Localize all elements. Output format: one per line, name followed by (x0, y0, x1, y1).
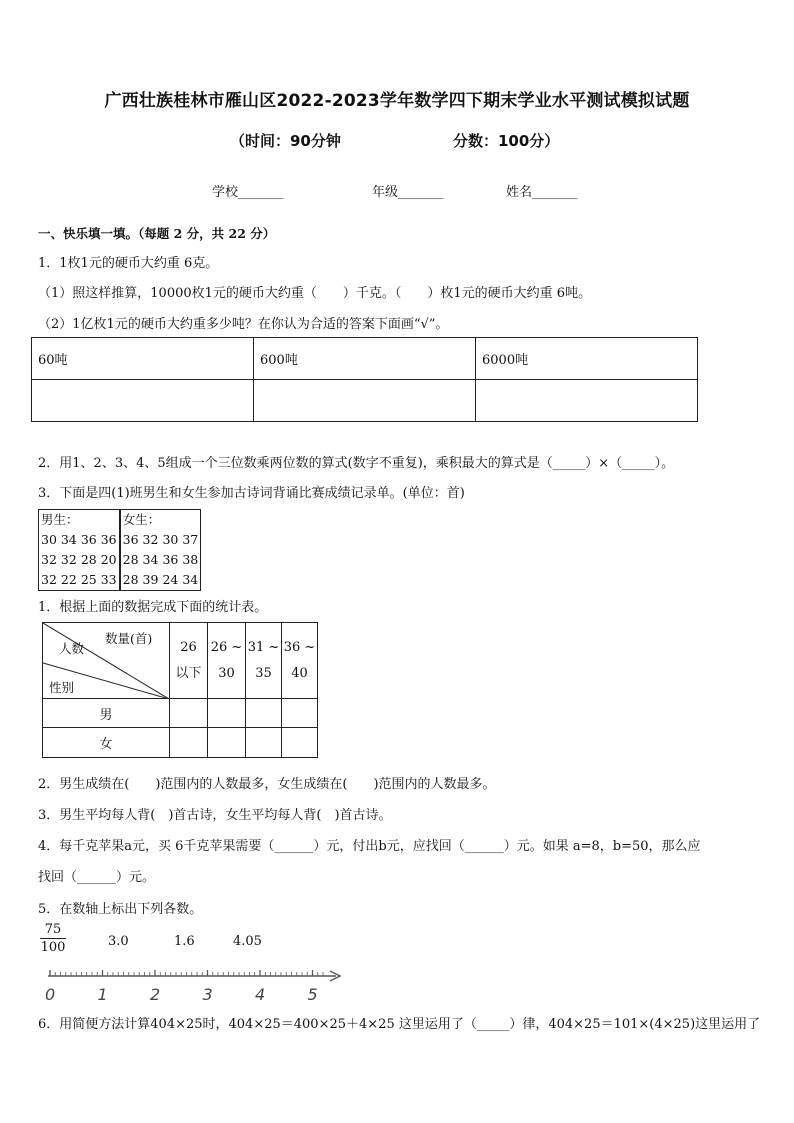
school-field[interactable]: 学校_______ (212, 185, 284, 200)
score-cell: 30 (162, 532, 179, 547)
number-item: 1.6 (174, 934, 195, 949)
score-record-table (38, 509, 201, 591)
score-cell: 34 (182, 572, 199, 587)
fraction-numerator: 75 (44, 922, 62, 937)
score-cell: 30 (41, 532, 57, 547)
score-cell: 36 (80, 532, 97, 547)
answer-cell[interactable] (254, 380, 476, 422)
q5-stem: 5．在数轴上标出下列各数。 (38, 902, 203, 917)
score-cell: 28 (80, 552, 97, 567)
count-cell[interactable] (170, 699, 208, 728)
axis-label: 0 (45, 985, 56, 1004)
fraction (40, 922, 66, 955)
axis-label: 4 (255, 985, 266, 1004)
number-line-ticks (50, 970, 323, 976)
q4-line1: 4．每千克苹果a元，买 6千克苹果需要（______）元，付出b元，应找回（______）元。如果 a=8，b=50，那么应 (38, 839, 701, 854)
name-field[interactable]: 姓名_______ (506, 185, 578, 200)
q3-stem: 3．下面是四(1)班男生和女生参加古诗词背诵比赛成绩记录单。(单位：首) (38, 486, 465, 501)
score-cell: 36 (162, 552, 179, 567)
q1-stem: 1．1枚1元的硬币大约重 6克。 (38, 256, 219, 271)
statistics-table (42, 622, 318, 758)
score-cell: 34 (60, 532, 77, 547)
q4-line2: 找回（______）元。 (38, 870, 156, 885)
score-cell: 36 (120, 530, 141, 550)
number-item: 3.0 (108, 934, 129, 949)
q1-part1: （1）照这样推算，10000枚1元的硬币大约重（ ）千克。（ ）枚1元的硬币大约重 6吨。 (38, 286, 592, 301)
score-cell: 36 (100, 532, 117, 547)
q2-text: 2．用1、2、3、4、5组成一个三位数乘两位数的算式(数字不重复)，乘积最大的算式是（_____）×（_____）。 (38, 456, 675, 471)
axis-label: 3 (202, 985, 213, 1004)
option-cell: 6000吨 (476, 338, 698, 380)
score-cell: 22 (60, 572, 77, 587)
q3-sub2: 2．男生成绩在( )范围内的人数最多，女生成绩在( )范围内的人数最多。 (38, 777, 496, 792)
score-cell: 38 (182, 552, 199, 567)
corner-label-quantity: 数量(首) (105, 631, 153, 646)
column-header: 26 ~ 30 (208, 623, 246, 699)
score-cell: 32 (60, 552, 77, 567)
score-cell: 28 (120, 570, 141, 591)
fraction-denominator: 100 (40, 940, 66, 955)
page-title: 广西壮族桂林市雁山区2022-2023学年数学四下期末学业水平测试模拟试题 (104, 91, 690, 111)
score-cell: 37 (182, 532, 199, 547)
count-cell[interactable] (208, 699, 246, 728)
score-cell: 39 (142, 572, 159, 587)
boys-label: 男生： (41, 512, 79, 527)
q3-sub1: 1．根据上面的数据完成下面的统计表。 (38, 600, 268, 615)
count-cell[interactable] (246, 699, 282, 728)
row-label-boys: 男 (43, 699, 170, 728)
score-cell: 24 (162, 572, 179, 587)
score-cell: 33 (100, 572, 117, 587)
score-cell: 20 (100, 552, 117, 567)
count-cell[interactable] (282, 699, 318, 728)
score-cell: 28 (120, 550, 141, 570)
girls-label: 女生： (120, 510, 201, 531)
row-label-girls: 女 (43, 728, 170, 758)
count-cell[interactable] (282, 728, 318, 758)
axis-label: 5 (307, 985, 318, 1004)
column-header: 36 ~ 40 (282, 623, 318, 699)
column-header: 26 以下 (170, 623, 208, 699)
count-cell[interactable] (246, 728, 282, 758)
number-line (44, 960, 346, 1006)
count-cell[interactable] (170, 728, 208, 758)
score-cell: 34 (142, 552, 159, 567)
answer-cell[interactable] (32, 380, 254, 422)
corner-label-people: 人数 (59, 641, 85, 656)
score-cell: 32 (142, 532, 159, 547)
score-cell: 32 (41, 552, 57, 567)
score-cell: 25 (80, 572, 97, 587)
count-cell[interactable] (208, 728, 246, 758)
q6-text: 6．用简便方法计算404×25时，404×25＝400×25＋4×25 这里运用了（_____）律，404×25＝101×(4×25)这里运用了 (38, 1017, 761, 1032)
grade-field[interactable]: 年级_______ (372, 185, 444, 200)
exam-score: 分数：100分） (453, 132, 560, 150)
column-header: 31 ~ 35 (246, 623, 282, 699)
q1-answer-table (31, 337, 698, 422)
exam-time: （时间：90分钟 (230, 132, 341, 150)
axis-label: 2 (150, 985, 161, 1004)
option-cell: 60吨 (32, 338, 254, 380)
answer-cell[interactable] (476, 380, 698, 422)
q3-sub3: 3．男生平均每人背( )首古诗，女生平均每人背( )首古诗。 (38, 808, 392, 823)
fraction-bar (40, 938, 66, 939)
axis-label: 1 (97, 985, 108, 1004)
number-item: 4.05 (233, 934, 262, 949)
score-cell: 32 (41, 572, 57, 587)
q1-part2: （2）1亿枚1元的硬币大约重多少吨？在你认为合适的答案下面画“√”。 (38, 317, 449, 332)
table-corner-cell (43, 623, 170, 699)
option-cell: 600吨 (254, 338, 476, 380)
section-heading: 一、快乐填一填。（每题 2 分，共 22 分） (38, 226, 276, 241)
corner-label-gender: 性别 (49, 680, 75, 695)
